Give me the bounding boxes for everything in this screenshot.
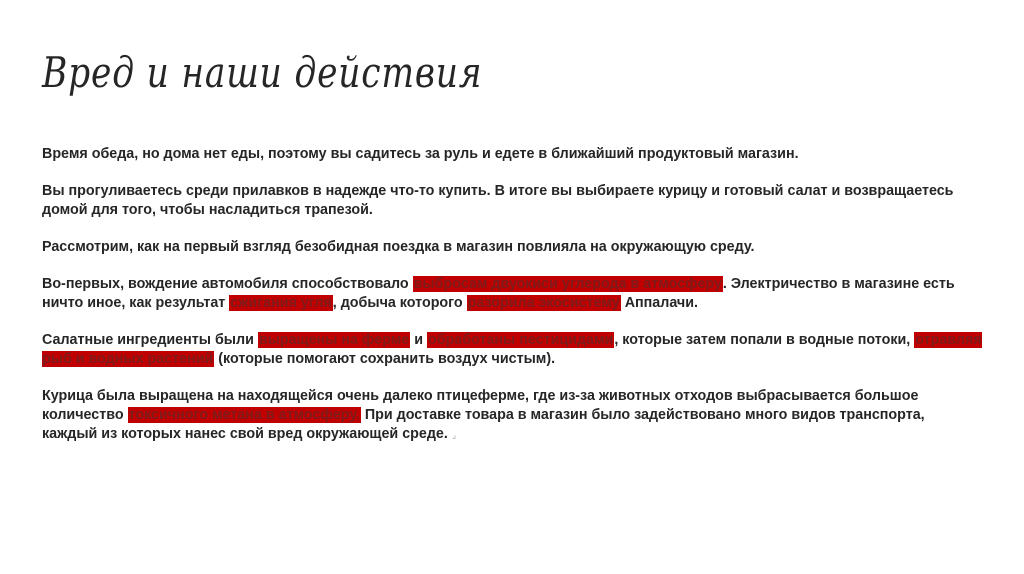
text-run: и [410,332,427,348]
paragraph-5 [42,331,982,369]
text-run: Вы прогуливаетесь среди прилавков в надежде что-то купить. В итоге вы выбираете курицу и готовый салат и возвращаетесь домой для того, чтобы насладиться трапезой. [42,183,954,218]
paragraph-6 [42,387,982,445]
highlight-toxic-methane: токсичного метана в атмосферу. [128,407,360,423]
highlight-co2-emissions: выбросам двуокиси углерода в атмосферу [413,276,722,292]
text-run: Курица была выращена на находящейся очень далеко птицеферме, где из-за животных отходов выбрасывается большое количество [42,388,919,423]
text-run: Салатные ингредиенты были [42,332,258,348]
highlight-ecosystem-ruined: разорила экосистему [467,295,620,311]
highlight-pesticides: обработаны пестицидами [428,332,614,348]
highlight-coal-burning: сжигания угля [230,295,332,311]
text-run: (которые помогают сохранить воздух чистым). [214,351,556,367]
text-run: . Электричество в магазине есть ничто иное, как результат [42,276,955,311]
paragraph-2 [42,182,982,220]
paragraph-3 [42,238,982,257]
highlight-farm-grown: выращены на ферме [258,332,410,348]
slide-body [42,145,982,463]
text-run: , добыча которого [332,295,467,311]
page-title: Вред и наши действия [42,48,483,97]
text-run: Во-первых, вождение автомобиля способствовало [42,276,413,292]
paragraph-4 [42,275,982,313]
paragraph-end-marker-icon: ⌟ [451,430,457,440]
text-run: Рассмотрим, как на первый взгляд безобидная поездка в магазин повлияла на окружающую среду. [42,239,755,255]
text-run: Время обеда, но дома нет еды, поэтому вы садитесь за руль и едете в ближайший продуктовый магазин. [42,146,799,162]
text-run: Аппалачи. [620,295,698,311]
text-run: , которые затем попали в водные потоки, [614,332,915,348]
text-run: При доставке товара в магазин было задействовано много видов транспорта, каждый из которых нанес свой вред окружающей среде. [42,407,925,442]
paragraph-1 [42,145,982,164]
highlight-poisoning-water-life: отравляя рыб и водных растений [42,332,982,367]
